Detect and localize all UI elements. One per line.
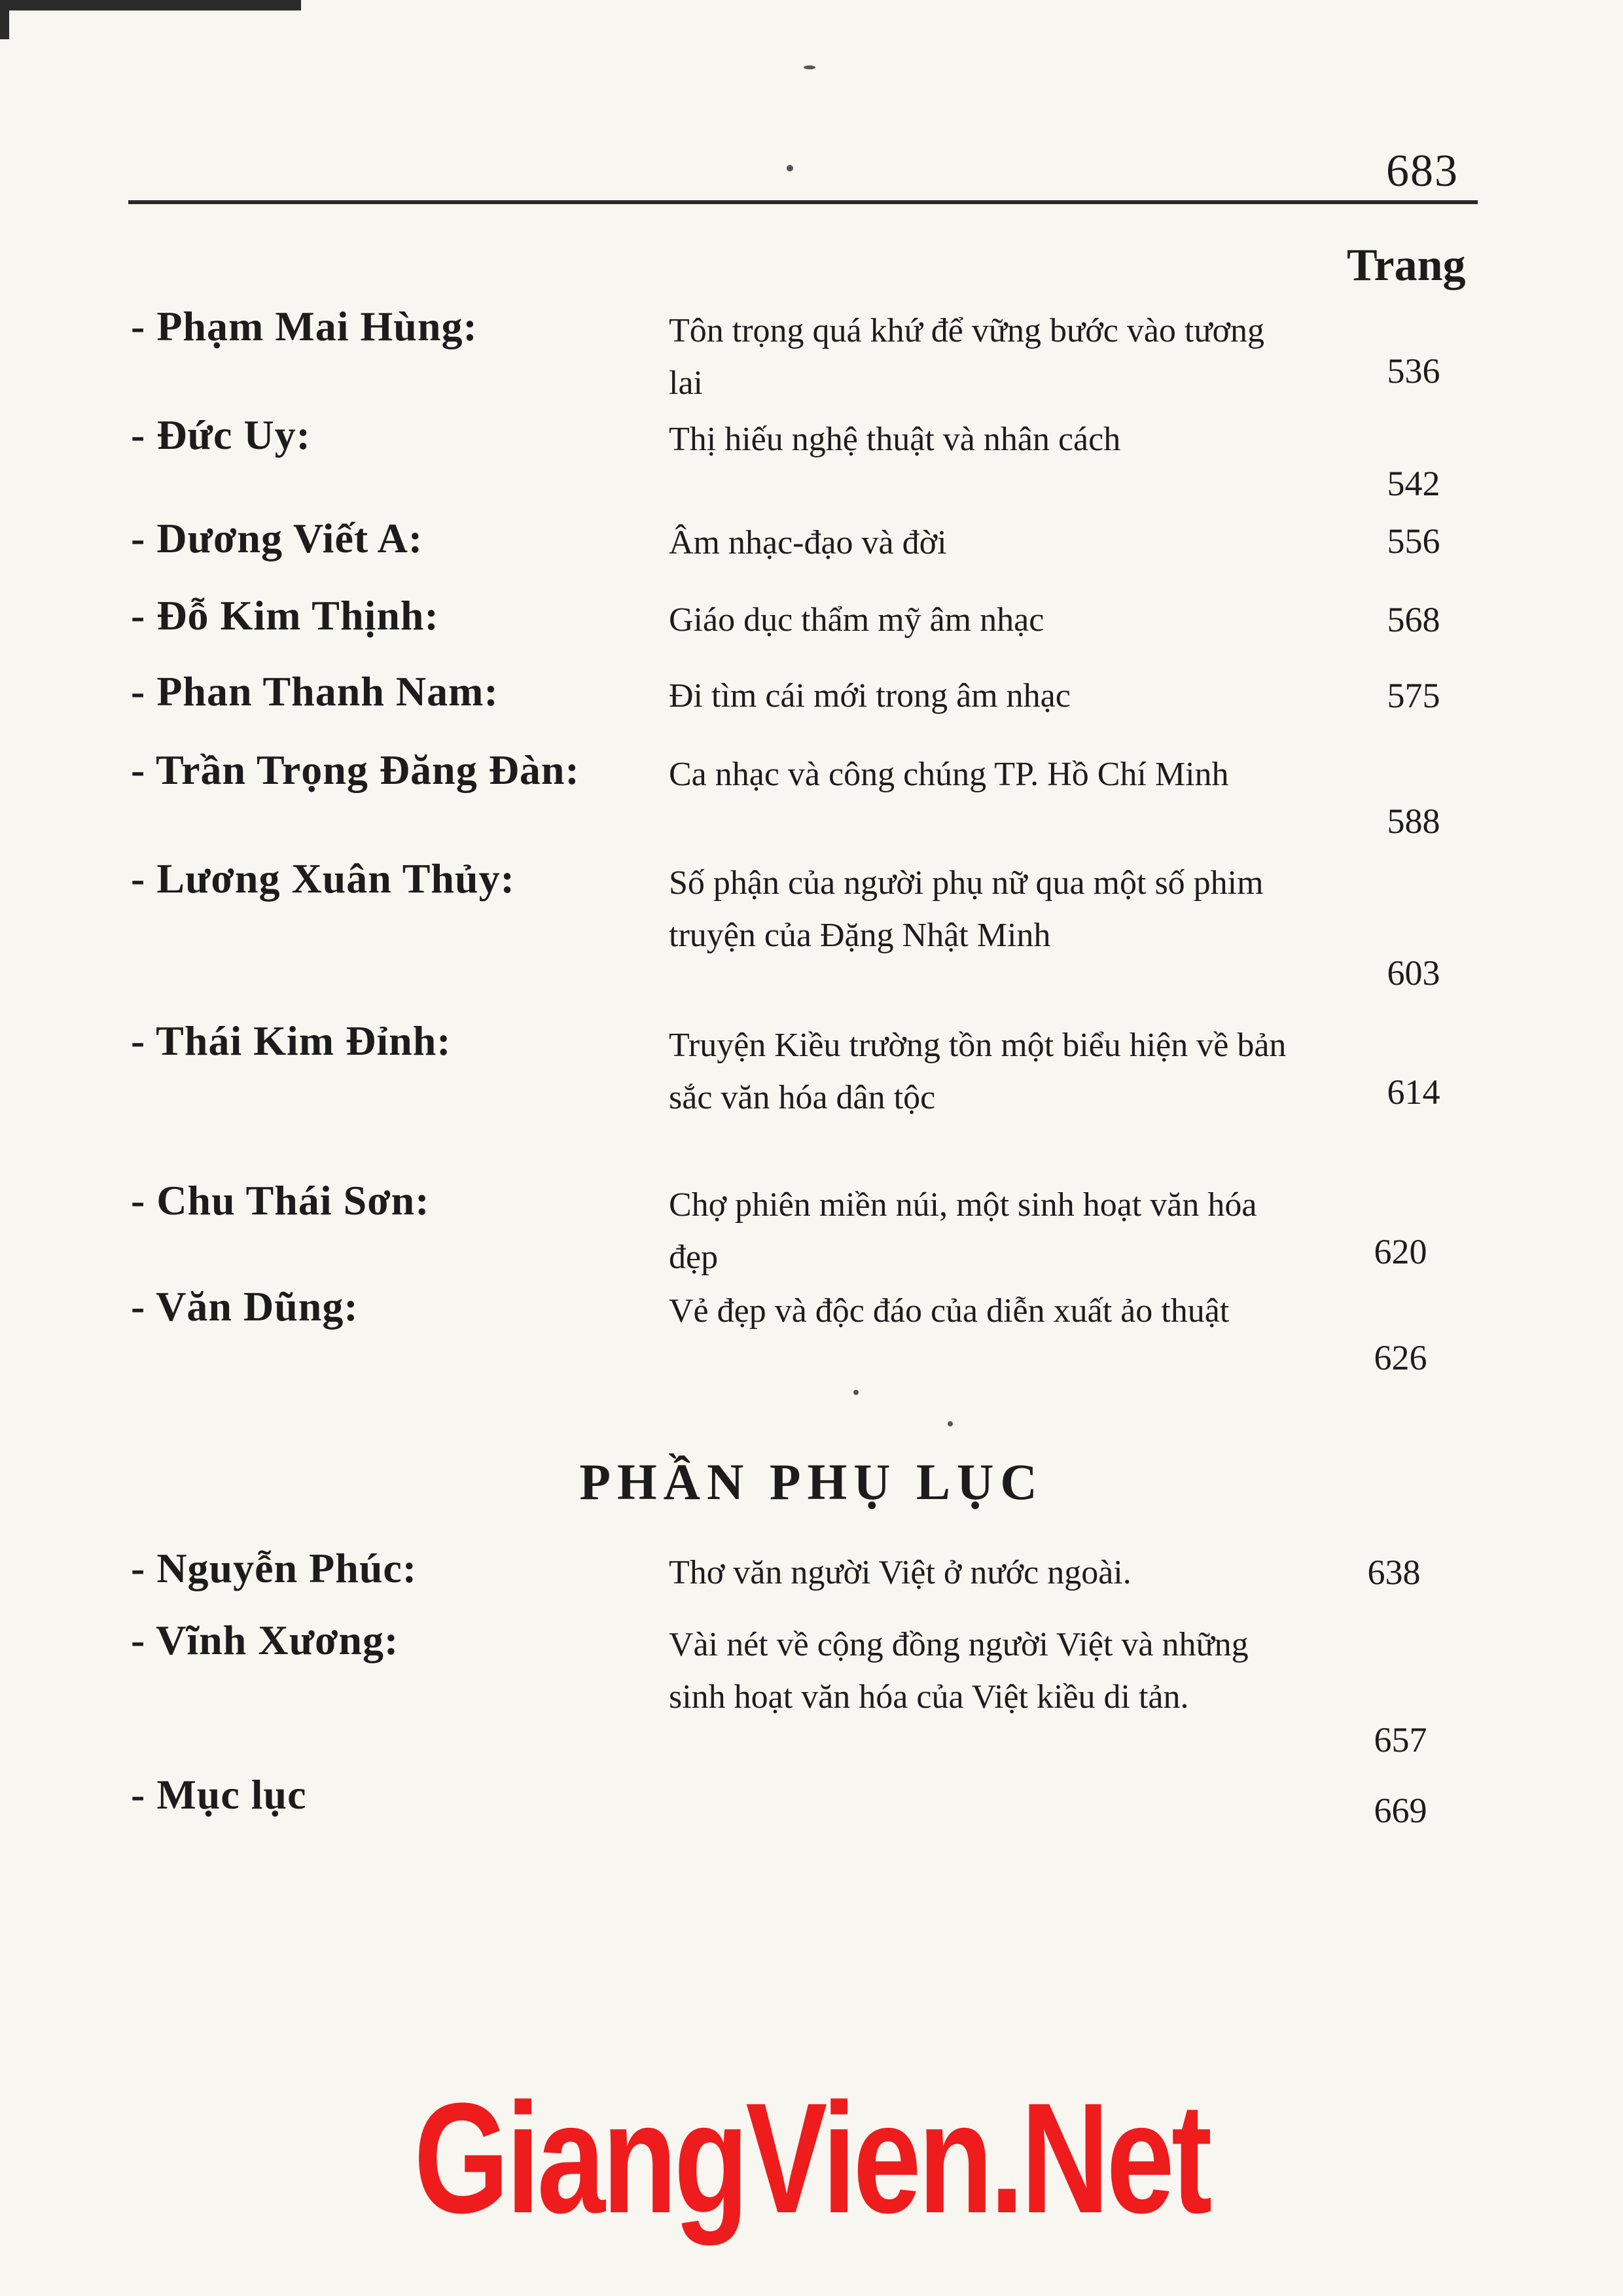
scan-edge-mark-left: [0, 0, 9, 39]
entry-author: - Thái Kim Đỉnh:: [131, 1017, 452, 1064]
entry-title: Thị hiếu nghệ thuật và nhân cách: [669, 421, 1121, 458]
entry-page: 620: [1374, 1232, 1427, 1271]
entry-title: Chợ phiên miền núi, một sinh hoạt văn hóa đẹp: [669, 1186, 1257, 1276]
scan-speck: [853, 1390, 859, 1395]
entry-author: - Vĩnh Xương:: [131, 1617, 399, 1663]
entry-title: Số phận của người phụ nữ qua một số phim truyện của Đặng Nhật Minh: [669, 864, 1264, 954]
scan-edge-mark: [0, 0, 301, 10]
scan-speck: [804, 65, 815, 69]
scan-speck: [787, 165, 793, 171]
entry-title: Tôn trọng quá khứ để vững bước vào tương lai: [669, 312, 1265, 402]
header-rule: [128, 200, 1478, 204]
entry-author: - Nguyễn Phúc:: [131, 1545, 418, 1591]
entry-author: - Lương Xuân Thủy:: [131, 855, 515, 902]
entry-title: Vẻ đẹp và độc đáo của diễn xuất ảo thuật: [669, 1292, 1230, 1330]
entry-title: Giáo dục thẩm mỹ âm nhạc: [669, 601, 1044, 639]
entry-title: Âm nhạc-đạo và đời: [669, 524, 947, 561]
appendix-heading: PHẦN PHỤ LỤC: [579, 1453, 1044, 1510]
entry-author: - Đỗ Kim Thịnh:: [131, 592, 439, 639]
page-number: 683: [1386, 146, 1459, 196]
entry-page: 638: [1367, 1553, 1421, 1592]
entry-page: 556: [1387, 521, 1440, 561]
entry-author: - Phan Thanh Nam:: [131, 668, 499, 715]
entry-page: 669: [1374, 1791, 1427, 1830]
entry-page: 657: [1374, 1720, 1427, 1759]
entry-page: 542: [1387, 464, 1440, 503]
entry-author: - Phạm Mai Hùng:: [131, 303, 478, 349]
entry-page: 626: [1374, 1338, 1427, 1377]
entry-title: Thơ văn người Việt ở nước ngoài.: [669, 1554, 1132, 1591]
entry-page: 575: [1387, 676, 1440, 715]
entry-page: 588: [1387, 802, 1440, 841]
entry-author: - Mục lục: [131, 1771, 307, 1818]
watermark-logo: GiangVien.Net: [414, 2070, 1209, 2246]
entry-author: - Đức Uy:: [131, 412, 311, 458]
entry-title: Vài nét về cộng đồng người Việt và những sinh hoạt văn hóa của Việt kiều di tản.: [669, 1626, 1249, 1716]
entry-page: 536: [1387, 351, 1440, 391]
entry-title: Đi tìm cái mới trong âm nhạc: [669, 677, 1071, 715]
entry-author: - Dương Viết A:: [131, 515, 423, 561]
entry-author: - Chu Thái Sơn:: [131, 1177, 430, 1224]
scan-speck: [948, 1421, 953, 1426]
column-header-page: Trang: [1347, 240, 1466, 291]
entry-author: - Trần Trọng Đăng Đàn:: [131, 747, 580, 793]
entry-page: 603: [1387, 953, 1440, 993]
entry-title: Ca nhạc và công chúng TP. Hồ Chí Minh: [669, 756, 1229, 793]
entry-page: 568: [1387, 600, 1440, 639]
entry-page: 614: [1387, 1072, 1440, 1112]
entry-title: Truyện Kiều trường tồn một biểu hiện về bản sắc văn hóa dân tộc: [669, 1027, 1287, 1116]
entry-author: - Văn Dũng:: [131, 1283, 359, 1330]
